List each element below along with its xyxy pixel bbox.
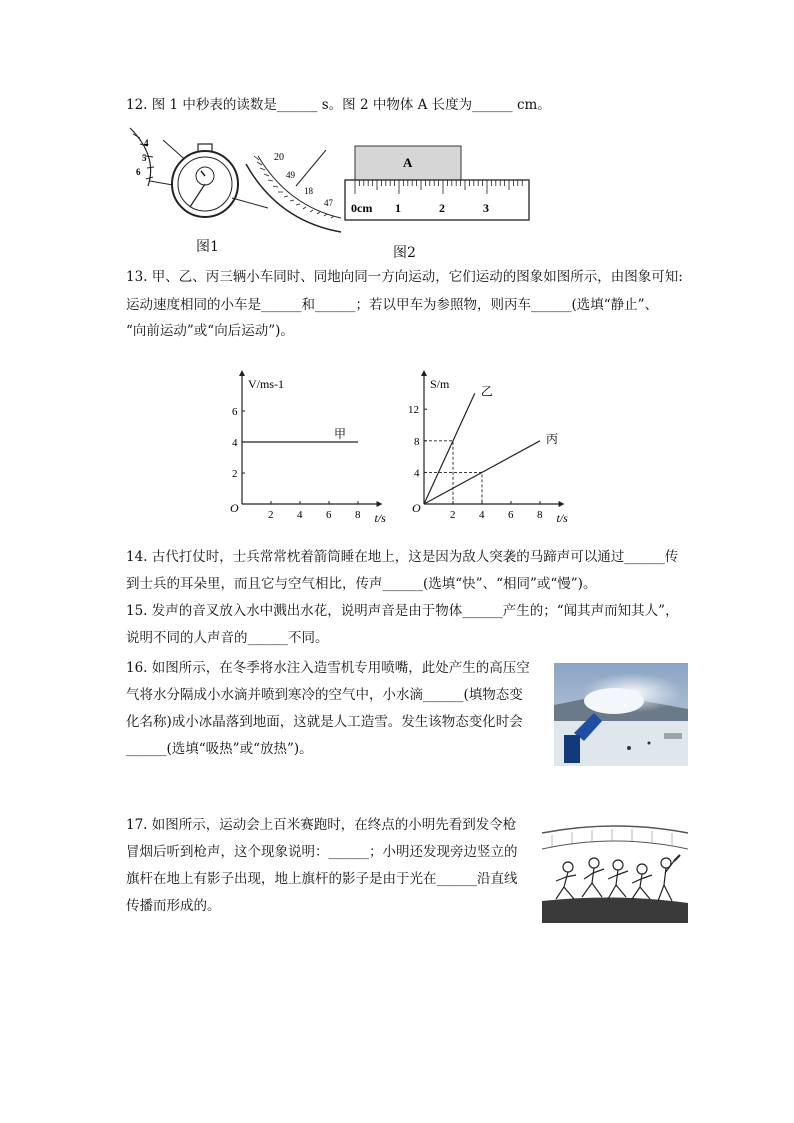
x-tick-label: 4 bbox=[479, 509, 485, 521]
y-axis-arrow bbox=[421, 370, 427, 376]
y-tick-label: 4 bbox=[414, 467, 420, 480]
zoom-scale-label: 47 bbox=[324, 198, 333, 208]
x-tick-label: 2 bbox=[268, 509, 274, 521]
q15-line1: 15. 发声的音叉放入水中溅出水花，说明声音是由于物体______产生的；“闻其声而知其人”， bbox=[126, 603, 679, 619]
q17-line3: 旗杆在地上有影子出现，地上旗杆的影子是由于光在______沿直线 bbox=[126, 871, 518, 887]
y-axis-arrow bbox=[239, 370, 245, 376]
origin-label: O bbox=[412, 501, 421, 515]
q16-line4: ______(选填“吸热”或“放热”)。 bbox=[126, 741, 313, 757]
q16-line3: 化名称)成小冰晶落到地面，这就是人工造雪。发生该物态变化时会 bbox=[126, 714, 523, 730]
q17-line4: 传播而形成的。 bbox=[126, 898, 221, 914]
velocity-time-chart bbox=[222, 368, 386, 528]
q15-line2: 说明不同的人声音的______不同。 bbox=[126, 630, 329, 646]
ruler-label: 0cm bbox=[351, 201, 373, 215]
y-axis-label: S/m bbox=[430, 377, 450, 391]
origin-label: O bbox=[230, 501, 239, 515]
ruler-label: 1 bbox=[395, 201, 401, 215]
snow-machine-photo bbox=[554, 663, 688, 766]
stopwatch-scale-label: 5 bbox=[142, 153, 147, 163]
stopwatch-figure bbox=[128, 126, 343, 238]
y-tick-label: 12 bbox=[408, 404, 419, 417]
q17-line1: 17. 如图所示，运动会上百米赛跑时，在终点的小明先看到发令枪 bbox=[126, 817, 517, 833]
q12-text: 12. 图 1 中秒表的读数是______ s。图 2 中物体 A 长度为______ cm。 bbox=[126, 97, 551, 113]
x-tick-label: 6 bbox=[508, 509, 514, 521]
x-axis-label: t/s bbox=[556, 511, 568, 525]
x-axis-label: t/s bbox=[374, 511, 386, 525]
q13-line1: 13. 甲、乙、丙三辆小车同时、同地向同一方向运动，它们运动的图象如图所示，由图象可知: bbox=[126, 269, 683, 285]
zoom-scale-label: 20 bbox=[274, 152, 284, 163]
x-tick-label: 2 bbox=[450, 509, 456, 521]
q14-line1: 14. 古代打仗时，士兵常常枕着箭筒睡在地上，这是因为敌人突袭的马蹄声可以通过______传 bbox=[126, 549, 679, 565]
q16-line1: 16. 如图所示，在冬季将水注入造雪机专用喷嘴，此处产生的高压空 bbox=[126, 660, 530, 676]
series-label: 甲 bbox=[334, 427, 347, 441]
q13-line2: 运动速度相同的小车是______和______；若以甲车为参照物，则丙车______(选填“静止”、 bbox=[126, 297, 659, 313]
x-axis-arrow bbox=[377, 501, 383, 507]
y-tick-label: 8 bbox=[414, 435, 420, 448]
y-axis-label: V/ms-1 bbox=[248, 377, 284, 391]
block-a-label: A bbox=[403, 155, 413, 170]
race-illustration bbox=[542, 823, 688, 923]
ruler-label: 2 bbox=[439, 201, 445, 215]
stopwatch-scale-label: 4 bbox=[144, 138, 149, 148]
y-tick-label: 6 bbox=[232, 406, 238, 418]
y-tick-label: 2 bbox=[232, 468, 238, 480]
series-line bbox=[424, 393, 475, 504]
q17-line2: 冒烟后听到枪声，这个现象说明：______；小明还发现旁边竖立的 bbox=[126, 844, 518, 860]
x-tick-label: 6 bbox=[326, 509, 332, 521]
ruler-label: 3 bbox=[483, 201, 489, 215]
stopwatch-scale-label: 6 bbox=[136, 167, 141, 177]
y-tick-label: 4 bbox=[232, 437, 238, 449]
series-label: 丙 bbox=[546, 431, 559, 446]
q16-line2: 气将水分隔成小水滴并喷到寒冷的空气中，小水滴______(填物态变 bbox=[126, 687, 523, 703]
x-tick-label: 8 bbox=[355, 509, 361, 521]
fig1-caption: 图1 bbox=[196, 239, 219, 255]
q13-line3: “向前运动”或“向后运动”)。 bbox=[126, 323, 294, 339]
distance-time-chart bbox=[400, 368, 568, 528]
zoom-scale-label: 49 bbox=[286, 170, 295, 180]
series-label: 乙 bbox=[480, 384, 493, 399]
zoom-scale-label: 18 bbox=[304, 186, 313, 196]
ruler-figure bbox=[343, 140, 533, 225]
x-axis-arrow bbox=[559, 501, 565, 507]
x-tick-label: 8 bbox=[537, 509, 543, 521]
q14-line2: 到士兵的耳朵里，而且它与空气相比，传声______(选填“快”、“相同”或“慢”)。 bbox=[126, 576, 597, 592]
fig2-caption: 图2 bbox=[393, 245, 416, 261]
x-tick-label: 4 bbox=[297, 509, 303, 521]
